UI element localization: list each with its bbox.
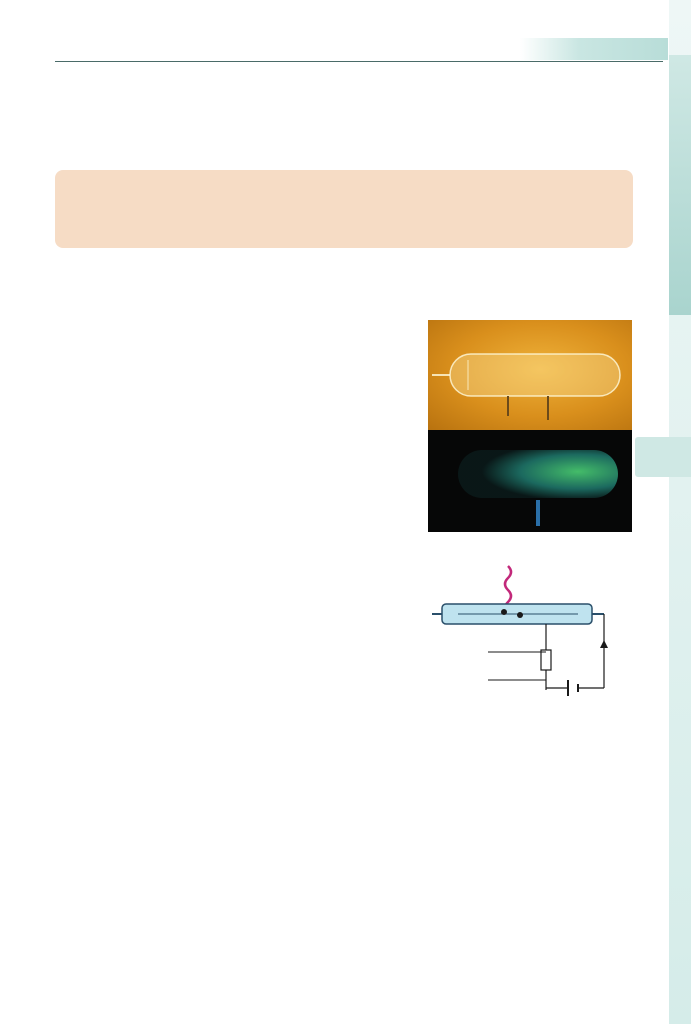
glass-tube-icon: [428, 320, 632, 430]
page-side-strip-accent: [669, 55, 691, 315]
page-number: [635, 437, 691, 477]
figure-3-32-photo: [428, 320, 632, 532]
figure-3-33-diagram: [428, 560, 632, 700]
glowing-tube-icon: [428, 430, 632, 532]
geiger-counter-icon: [428, 560, 632, 700]
header-band: [520, 38, 668, 60]
photo-spinthariscope-light: [428, 320, 632, 430]
photo-spinthariscope-dark: [428, 430, 632, 532]
header-rule: [55, 61, 663, 62]
definition-box: [55, 170, 633, 248]
